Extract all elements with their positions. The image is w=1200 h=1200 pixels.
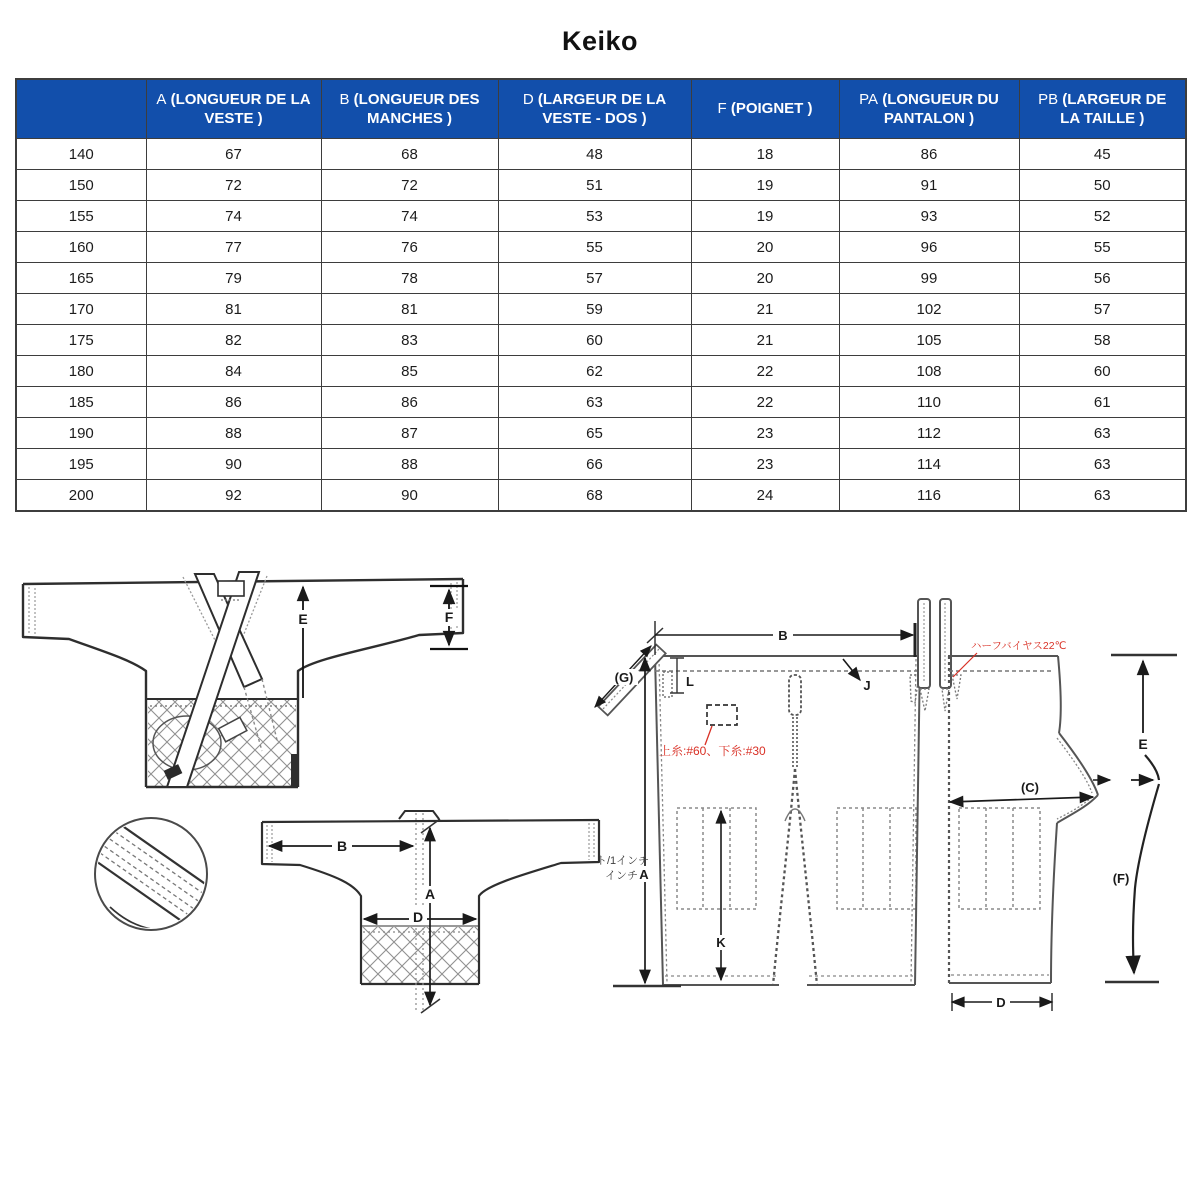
value-cell: 63: [1019, 418, 1186, 449]
value-cell: 90: [321, 480, 498, 512]
value-cell: 90: [146, 449, 321, 480]
column-label: (POIGNET ): [730, 100, 813, 118]
value-cell: 86: [321, 387, 498, 418]
value-cell: 50: [1019, 170, 1186, 201]
column-label: (LONGUEUR DE LA VESTE ): [170, 90, 311, 127]
table-row: [16, 294, 1186, 325]
size-cell: 195: [16, 449, 146, 480]
d-measure-label: D: [412, 909, 424, 925]
value-cell: 76: [321, 232, 498, 263]
table-row: [16, 232, 1186, 263]
value-cell: 81: [321, 294, 498, 325]
value-cell: 57: [498, 263, 691, 294]
value-cell: 72: [321, 170, 498, 201]
table-row: [16, 418, 1186, 449]
value-cell: 19: [691, 170, 839, 201]
table-row: [16, 387, 1186, 418]
column-letter: F: [717, 100, 727, 118]
column-label: (LONGUEUR DES MANCHES ): [353, 90, 480, 127]
value-cell: 79: [146, 263, 321, 294]
value-cell: 74: [146, 201, 321, 232]
value-cell: 83: [321, 325, 498, 356]
table-row: [16, 201, 1186, 232]
value-cell: 108: [839, 356, 1019, 387]
value-cell: 91: [839, 170, 1019, 201]
b-measure-label: B: [336, 838, 348, 854]
table-row: [16, 325, 1186, 356]
size-cell: 180: [16, 356, 146, 387]
value-cell: 45: [1019, 139, 1186, 170]
value-cell: 110: [839, 387, 1019, 418]
column-header: [691, 79, 839, 139]
j-measure-label: J: [863, 678, 871, 693]
table-row: [16, 170, 1186, 201]
knee-panels: [677, 808, 1040, 909]
value-cell: 68: [321, 139, 498, 170]
column-letter: A: [156, 90, 167, 108]
table-row: [16, 449, 1186, 480]
column-header: [1019, 79, 1186, 139]
table-row: [16, 263, 1186, 294]
value-cell: 78: [321, 263, 498, 294]
c-measure-label: (C): [1020, 780, 1040, 795]
collar-bump: [399, 811, 439, 819]
size-cell: 200: [16, 480, 146, 512]
size-cell: 185: [16, 387, 146, 418]
pants-e-label: E: [1138, 736, 1148, 752]
value-cell: 22: [691, 387, 839, 418]
column-header: [16, 79, 146, 139]
left-unit-note-1: ト/1インチ: [596, 855, 650, 867]
size-cell: 140: [16, 139, 146, 170]
pants-a-label: A: [639, 867, 649, 882]
value-cell: 60: [1019, 356, 1186, 387]
value-cell: 84: [146, 356, 321, 387]
value-cell: 82: [146, 325, 321, 356]
value-cell: 23: [691, 418, 839, 449]
value-cell: 57: [1019, 294, 1186, 325]
value-cell: 86: [146, 387, 321, 418]
value-cell: 116: [839, 480, 1019, 512]
value-cell: 61: [1019, 387, 1186, 418]
column-header: [321, 79, 498, 139]
table-row: [16, 480, 1186, 512]
value-cell: 81: [146, 294, 321, 325]
value-cell: 48: [498, 139, 691, 170]
column-label: (LONGUEUR DU PANTALON ): [882, 90, 999, 127]
value-cell: 51: [498, 170, 691, 201]
pants-back-view: [948, 656, 1098, 983]
value-cell: 87: [321, 418, 498, 449]
value-cell: 102: [839, 294, 1019, 325]
column-letter: B: [339, 90, 350, 108]
value-cell: 77: [146, 232, 321, 263]
stitch-detail-diagram: [90, 810, 212, 942]
value-cell: 56: [1019, 263, 1186, 294]
value-cell: 21: [691, 294, 839, 325]
page-title: Keiko: [561, 26, 639, 56]
value-cell: 18: [691, 139, 839, 170]
table-row: [16, 356, 1186, 387]
value-cell: 92: [146, 480, 321, 512]
value-cell: 59: [498, 294, 691, 325]
value-cell: 88: [321, 449, 498, 480]
value-cell: 74: [321, 201, 498, 232]
pants-f-label: (F): [1112, 871, 1130, 886]
value-cell: 63: [1019, 449, 1186, 480]
value-cell: 20: [691, 232, 839, 263]
jacket-front-diagram: [15, 558, 475, 798]
value-cell: 66: [498, 449, 691, 480]
value-cell: 19: [691, 201, 839, 232]
size-table-header: [16, 79, 1186, 139]
neck-brand-patch: [218, 581, 244, 596]
a-measure-label: A: [424, 886, 436, 902]
column-letter: PB: [1038, 90, 1059, 108]
column-header: [146, 79, 321, 139]
value-cell: 63: [1019, 480, 1186, 512]
value-cell: 112: [839, 418, 1019, 449]
size-cell: 170: [16, 294, 146, 325]
value-cell: 114: [839, 449, 1019, 480]
column-letter: D: [522, 90, 534, 108]
size-table-body: [16, 139, 1186, 512]
column-label: (LARGEUR DE LA VESTE - DOS ): [537, 90, 667, 127]
column-label: (LARGEUR DE LA TAILLE ): [1060, 90, 1167, 127]
value-cell: 68: [498, 480, 691, 512]
l-measure-label: L: [686, 674, 694, 689]
size-cell: 155: [16, 201, 146, 232]
value-cell: 55: [498, 232, 691, 263]
value-cell: 23: [691, 449, 839, 480]
value-cell: 53: [498, 201, 691, 232]
pants-b-label: B: [778, 628, 788, 643]
value-cell: 60: [498, 325, 691, 356]
size-cell: 165: [16, 263, 146, 294]
value-cell: 24: [691, 480, 839, 512]
pants-ef-measures: [1093, 655, 1177, 982]
column-header: [498, 79, 691, 139]
size-cell: 190: [16, 418, 146, 449]
g-measure-label: (G): [614, 670, 634, 685]
size-cell: 175: [16, 325, 146, 356]
value-cell: 85: [321, 356, 498, 387]
jacket-back-diagram: [258, 806, 603, 1018]
value-cell: 55: [1019, 232, 1186, 263]
value-cell: 72: [146, 170, 321, 201]
value-cell: 62: [498, 356, 691, 387]
value-cell: 88: [146, 418, 321, 449]
value-cell: 63: [498, 387, 691, 418]
bias-note: ハーフバイヤス22℃: [971, 640, 1067, 652]
size-table: [15, 78, 1187, 512]
value-cell: 20: [691, 263, 839, 294]
pants-d-label: D: [996, 995, 1006, 1010]
value-cell: 65: [498, 418, 691, 449]
k-measure-label: K: [716, 935, 726, 950]
pants-diagram: [593, 583, 1200, 1020]
value-cell: 96: [839, 232, 1019, 263]
value-cell: 99: [839, 263, 1019, 294]
jacket-back-crosshatch: [362, 927, 478, 983]
e-measure-label: E: [298, 611, 308, 627]
value-cell: 22: [691, 356, 839, 387]
value-cell: 21: [691, 325, 839, 356]
thread-sample-box: [707, 705, 737, 725]
value-cell: 67: [146, 139, 321, 170]
header-row: [16, 79, 1186, 139]
value-cell: 105: [839, 325, 1019, 356]
f-measure-label: F: [444, 609, 454, 625]
side-slit: [291, 754, 297, 786]
left-unit-note-2: インチ: [605, 870, 638, 882]
value-cell: 86: [839, 139, 1019, 170]
size-cell: 150: [16, 170, 146, 201]
column-letter: PA: [859, 90, 879, 108]
size-cell: 160: [16, 232, 146, 263]
value-cell: 58: [1019, 325, 1186, 356]
value-cell: 93: [839, 201, 1019, 232]
thread-note: 上糸:#60、下糸:#30: [659, 744, 766, 758]
value-cell: 52: [1019, 201, 1186, 232]
table-row: [16, 139, 1186, 170]
column-header: [839, 79, 1019, 139]
pants-front-view: [655, 656, 920, 985]
